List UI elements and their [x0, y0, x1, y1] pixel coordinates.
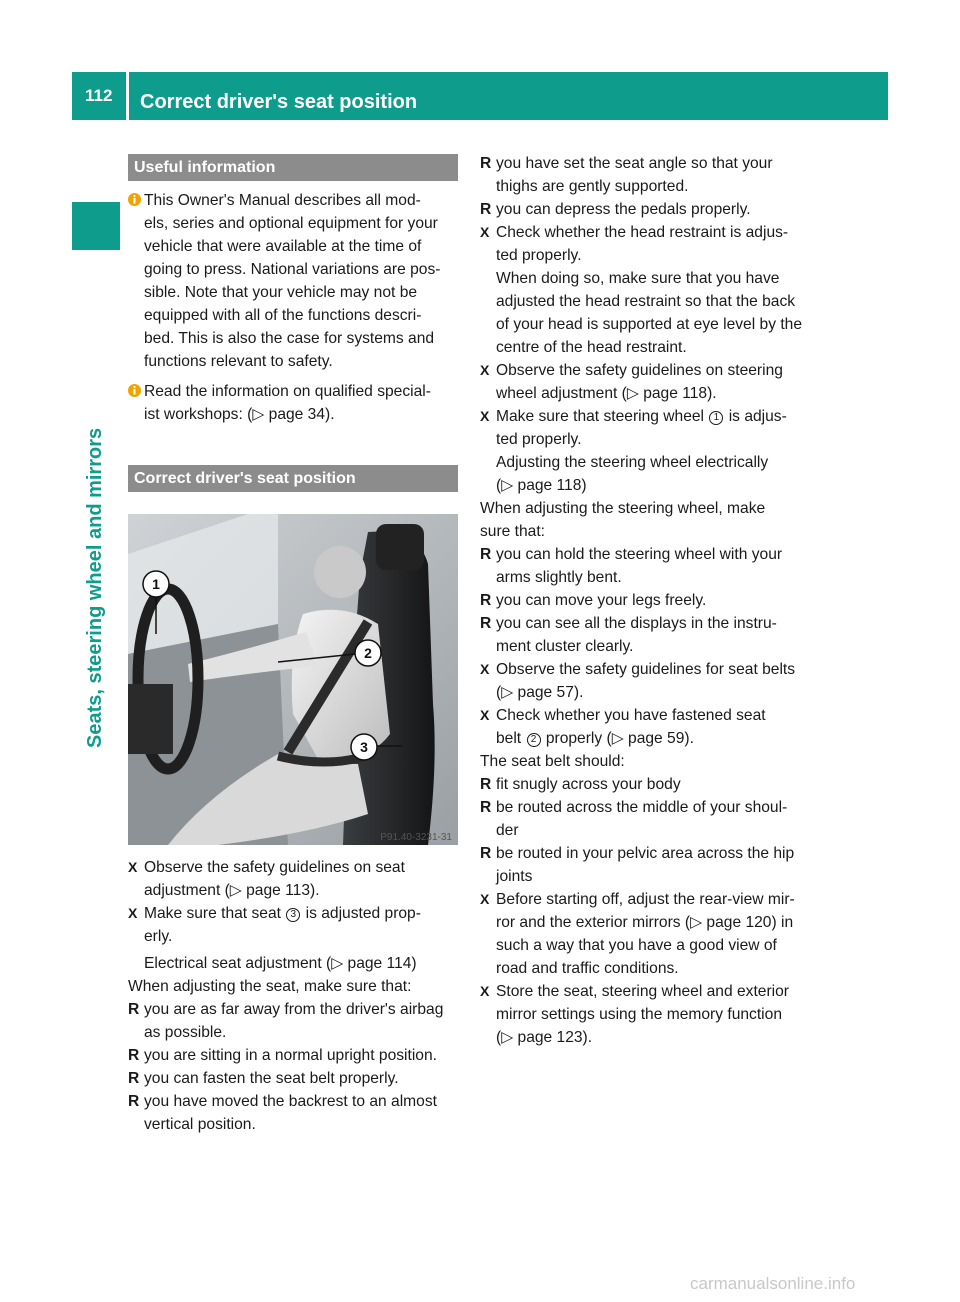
callout-ref-1: 1	[709, 411, 723, 425]
figure-code: P91.40-3231-31	[380, 832, 452, 843]
bullet-marker: R	[480, 592, 492, 609]
text-line: joints	[496, 868, 533, 885]
bullet-marker: R	[480, 799, 492, 816]
instruction-marker: X	[480, 707, 490, 723]
text-line: you are as far away from the driver's airbag	[144, 1001, 444, 1018]
right-column-instructions	[480, 152, 816, 1049]
bullet-item	[480, 543, 816, 589]
callout-ref-3: 3	[286, 908, 300, 922]
page-reference-link[interactable]: ror and the exterior mirrors (▷ page 120) in	[496, 914, 794, 931]
left-column-instructions	[128, 856, 462, 1136]
instruction-item	[480, 888, 816, 980]
text-line: of your head is supported at eye level by the	[496, 316, 803, 333]
svg-text:3: 3	[360, 739, 368, 755]
text-line: you can move your legs freely.	[496, 592, 707, 609]
info-icon	[128, 192, 141, 207]
instruction-marker: X	[480, 983, 490, 999]
text-line: sible. Note that your vehicle may not be	[144, 284, 418, 301]
section-heading-useful-info: Useful information	[128, 154, 458, 181]
text-line: you can depress the pedals properly.	[496, 201, 751, 218]
text-line: thighs are gently supported.	[496, 178, 689, 195]
text-line: vehicle that were available at the time of	[144, 238, 422, 255]
bullet-marker: R	[480, 546, 492, 563]
text-line: you have set the seat angle so that your	[496, 155, 773, 172]
instruction-marker: X	[480, 224, 490, 240]
page-reference-link[interactable]: ist workshops: (▷ page 34).	[144, 406, 335, 423]
watermark: carmanualsonline.info	[690, 1274, 856, 1293]
section-heading-seat-position: Correct driver's seat position	[128, 465, 458, 492]
text-line: The seat belt should:	[480, 753, 625, 770]
text-line: Adjusting the steering wheel electrically	[496, 454, 769, 471]
text-line: arms slightly bent.	[496, 569, 622, 586]
text-line: equipped with all of the functions descri-	[144, 307, 422, 324]
page-reference-link[interactable]: (▷ page 123).	[496, 1029, 593, 1046]
text-line: adjusted the head restraint so that the back	[496, 293, 796, 310]
chapter-tab	[72, 364, 120, 764]
text-line: be routed in your pelvic area across the hip	[496, 845, 795, 862]
bullet-marker: R	[480, 845, 492, 862]
text-line: ment cluster clearly.	[496, 638, 634, 655]
bullet-marker: R	[480, 776, 492, 793]
svg-text:2: 2	[364, 645, 372, 661]
page-reference-link[interactable]: wheel adjustment (▷ page 118).	[496, 385, 717, 402]
text-line: be routed across the middle of your shoul-	[496, 799, 788, 816]
text-line: you can fasten the seat belt properly.	[144, 1070, 399, 1087]
text-line: you have moved the backrest to an almost	[144, 1093, 437, 1110]
bullet-item	[128, 1090, 462, 1136]
header-divider	[126, 72, 129, 120]
bullet-marker: R	[128, 1047, 140, 1064]
text-line: as possible.	[144, 1024, 227, 1041]
text-line: Make sure that seat 3 is adjusted prop-	[144, 905, 421, 922]
instruction-marker: X	[128, 905, 138, 921]
info-icon	[128, 383, 141, 398]
text-line: Observe the safety guidelines on seat	[144, 859, 405, 876]
text-line: Store the seat, steering wheel and exterior	[496, 983, 789, 1000]
page-title: Correct driver's seat position	[140, 91, 418, 113]
text-line: Before starting off, adjust the rear-view mir-	[496, 891, 795, 908]
text-line: you can see all the displays in the instru-	[496, 615, 777, 632]
page-reference-link[interactable]: adjustment (▷ page 113).	[144, 882, 320, 899]
bullet-item	[480, 796, 816, 842]
instruction-marker: X	[480, 891, 490, 907]
text-line: Make sure that steering wheel 1 is adjus-	[496, 408, 787, 425]
text-line: els, series and optional equipment for your	[144, 215, 438, 232]
svg-text:1: 1	[152, 576, 160, 592]
text-line: Check whether you have fastened seat	[496, 707, 766, 724]
text-line: you can hold the steering wheel with your	[496, 546, 783, 563]
bullet-item	[480, 773, 816, 796]
page-reference-link[interactable]: Electrical seat adjustment (▷ page 114)	[144, 955, 417, 972]
bullet-marker: R	[128, 1001, 140, 1018]
text-line: erly.	[144, 928, 173, 945]
text-line: Observe the safety guidelines on steering	[496, 362, 783, 379]
text-line: going to press. National variations are pos-	[144, 261, 441, 278]
bullet-item	[128, 1067, 462, 1090]
page-reference-link[interactable]: (▷ page 57).	[496, 684, 584, 701]
callout-ref-2: 2	[527, 733, 541, 747]
chapter-marker	[72, 202, 120, 250]
instruction-item	[480, 359, 816, 405]
chapter-tab-label: Seats, steering wheel and mirrors	[84, 427, 106, 748]
instruction-item	[480, 704, 816, 750]
instruction-item	[128, 856, 462, 902]
text-line: der	[496, 822, 519, 839]
text-line: Check whether the head restraint is adjus-	[496, 224, 789, 241]
text-line: mirror settings using the memory function	[496, 1006, 782, 1023]
text-line: This Owner's Manual describes all mod-	[144, 192, 421, 209]
page-number: 112	[85, 86, 113, 105]
bullet-marker: R	[480, 155, 492, 172]
instruction-marker: X	[480, 362, 490, 378]
useful-info-notes	[128, 189, 462, 426]
instruction-item	[480, 405, 816, 497]
instruction-item	[480, 658, 816, 704]
text-line: belt 2 properly (▷ page 59).	[496, 730, 694, 747]
bullet-item	[128, 998, 462, 1044]
page-reference-link[interactable]: (▷ page 118)	[496, 477, 587, 494]
text-line: ted properly.	[496, 247, 582, 264]
text-line: sure that:	[480, 523, 546, 540]
page-reference-link[interactable]: properly (▷ page 59).	[545, 730, 694, 747]
text-line: fit snugly across your body	[496, 776, 681, 793]
bullet-item	[128, 1044, 462, 1067]
driver-seat-illustration	[128, 514, 458, 845]
instruction-item	[128, 902, 462, 975]
bullet-marker: R	[480, 201, 492, 218]
instruction-item	[480, 980, 816, 1049]
text-line: functions relevant to safety.	[144, 353, 333, 370]
bullet-item	[480, 589, 816, 612]
text-line: vertical position.	[144, 1116, 256, 1133]
text-line: bed. This is also the case for systems and	[144, 330, 435, 347]
text-line: When adjusting the seat, make sure that:	[128, 978, 412, 995]
text-line: centre of the head restraint.	[496, 339, 687, 356]
bullet-item	[480, 842, 816, 888]
text-line: Observe the safety guidelines for seat belts	[496, 661, 796, 678]
instruction-marker: X	[128, 859, 138, 875]
bullet-item	[480, 612, 816, 658]
text-line: When adjusting the steering wheel, make	[480, 500, 766, 517]
bullet-item	[480, 198, 816, 221]
info-note	[128, 380, 462, 426]
bullet-item	[480, 152, 816, 198]
text-line: road and traffic conditions.	[496, 960, 679, 977]
info-note	[128, 189, 462, 373]
text-line: ted properly.	[496, 431, 582, 448]
instruction-marker: X	[480, 408, 490, 424]
bullet-marker: R	[480, 615, 492, 632]
text-line: you are sitting in a normal upright position.	[144, 1047, 437, 1064]
text-line: such a way that you have a good view of	[496, 937, 777, 954]
bullet-marker: R	[128, 1070, 140, 1087]
bullet-marker: R	[128, 1093, 140, 1110]
text-line: Read the information on qualified special-	[144, 383, 431, 400]
text-line: When doing so, make sure that you have	[496, 270, 780, 287]
instruction-item	[480, 221, 816, 359]
instruction-marker: X	[480, 661, 490, 677]
